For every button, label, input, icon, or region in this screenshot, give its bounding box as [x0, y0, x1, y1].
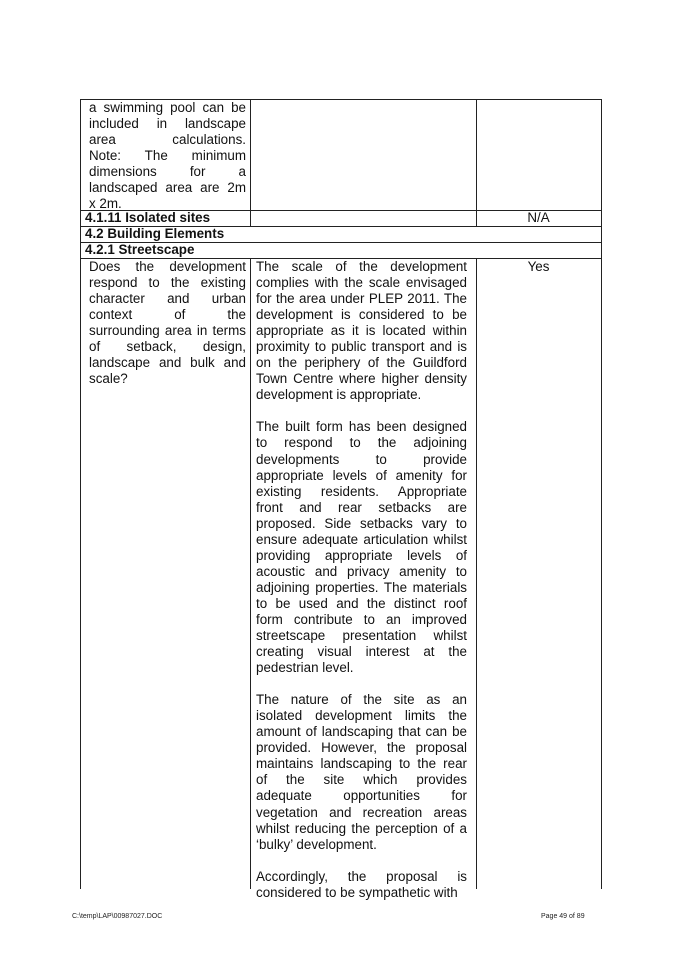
text-line: of the site which provides: [256, 772, 467, 788]
text-line: Note: The minimum: [89, 148, 246, 164]
text-line: proximity to public transport and is: [256, 339, 467, 355]
text-line: isolated development limits the: [256, 708, 467, 724]
text-line: development is considered to be: [256, 307, 467, 323]
text-line: streetscape presentation whilst: [256, 628, 467, 644]
text-line: maintains landscaping to the rear: [256, 756, 467, 772]
footer-page-number: Page 49 of 89: [541, 913, 585, 920]
text-line: form contribute to an improved: [256, 611, 467, 627]
text-line: landscaped area are 2m: [89, 180, 246, 196]
text-line: respond to the existing: [89, 275, 246, 291]
text-line: Town Centre where higher density: [256, 371, 467, 387]
text-line: ‘bulky’ development.: [256, 836, 377, 852]
text-line: Does the development: [89, 259, 246, 274]
text-line: pedestrian level.: [256, 660, 354, 676]
text-line: appropriate as it is located within: [256, 323, 467, 339]
text-line: of setback, design,: [89, 339, 246, 355]
paragraph-spacer: [256, 403, 467, 419]
text-line: creating visual interest at the: [256, 644, 467, 660]
building-elements-heading: 4.2 Building Elements: [85, 226, 225, 241]
landscape-requirement-text: [89, 100, 246, 212]
text-line: front and rear setbacks are: [256, 499, 467, 515]
text-line: The scale of the development: [256, 259, 467, 274]
text-line: proposed. Side setbacks vary to: [256, 515, 467, 531]
text-line: The built form has been designed: [256, 419, 467, 435]
text-line: acoustic and privacy amenity to: [256, 563, 467, 579]
streetscape-question: [89, 259, 246, 387]
footer-file-path: C:\temp\LAP\00987027.DOC: [72, 913, 163, 920]
text-line: adequate opportunities for: [256, 788, 467, 804]
text-line: a swimming pool can be: [89, 100, 246, 115]
text-line: character and urban: [89, 291, 246, 307]
text-line: amount of landscaping that can be: [256, 724, 467, 740]
text-line: scale?: [89, 371, 128, 387]
paragraph-spacer: [256, 676, 467, 692]
text-line: development is appropriate.: [256, 387, 422, 403]
column-divider: [250, 99, 251, 227]
text-line: x 2m.: [89, 196, 122, 212]
text-line: existing residents. Appropriate: [256, 483, 467, 499]
comment-paragraph: [256, 692, 467, 852]
text-line: providing appropriate levels of: [256, 547, 467, 563]
streetscape-comment: [256, 259, 467, 901]
text-line: complies with the scale envisaged: [256, 275, 467, 291]
comment-paragraph: [256, 419, 467, 676]
text-line: The nature of the site as an: [256, 692, 467, 708]
streetscape-compliance: Yes: [527, 259, 550, 274]
text-line: area calculations.: [89, 132, 246, 148]
text-line: included in landscape: [89, 116, 246, 132]
text-line: to respond to the adjoining: [256, 435, 467, 451]
text-line: appropriate levels of amenity for: [256, 467, 467, 483]
text-line: for the area under PLEP 2011. The: [256, 291, 467, 307]
streetscape-heading: 4.2.1 Streetscape: [85, 242, 195, 257]
comment-paragraph: [256, 869, 467, 901]
isolated-sites-compliance: N/A: [527, 210, 550, 225]
column-divider: [476, 99, 477, 227]
text-line: landscape and bulk and: [89, 355, 246, 371]
text-line: whilst reducing the perception of a: [256, 820, 467, 836]
text-line: considered to be sympathetic with: [256, 884, 458, 900]
text-line: provided. However, the proposal: [256, 740, 467, 756]
text-line: to be used and the distinct roof: [256, 595, 467, 611]
text-line: vegetation and recreation areas: [256, 804, 467, 820]
comment-paragraph: [256, 259, 467, 403]
text-line: surrounding area in terms: [89, 323, 246, 339]
column-divider: [250, 258, 251, 889]
text-line: on the periphery of the Guildford: [256, 355, 467, 371]
text-line: adjoining properties. The materials: [256, 579, 467, 595]
text-line: Accordingly, the proposal is: [256, 868, 467, 884]
column-divider: [476, 258, 477, 889]
isolated-sites-heading: 4.1.11 Isolated sites: [85, 210, 211, 225]
paragraph-spacer: [256, 853, 467, 869]
text-line: dimensions for a: [89, 164, 246, 180]
text-line: developments to provide: [256, 451, 467, 467]
text-line: context of the: [89, 307, 246, 323]
text-line: ensure adequate articulation whilst: [256, 531, 467, 547]
